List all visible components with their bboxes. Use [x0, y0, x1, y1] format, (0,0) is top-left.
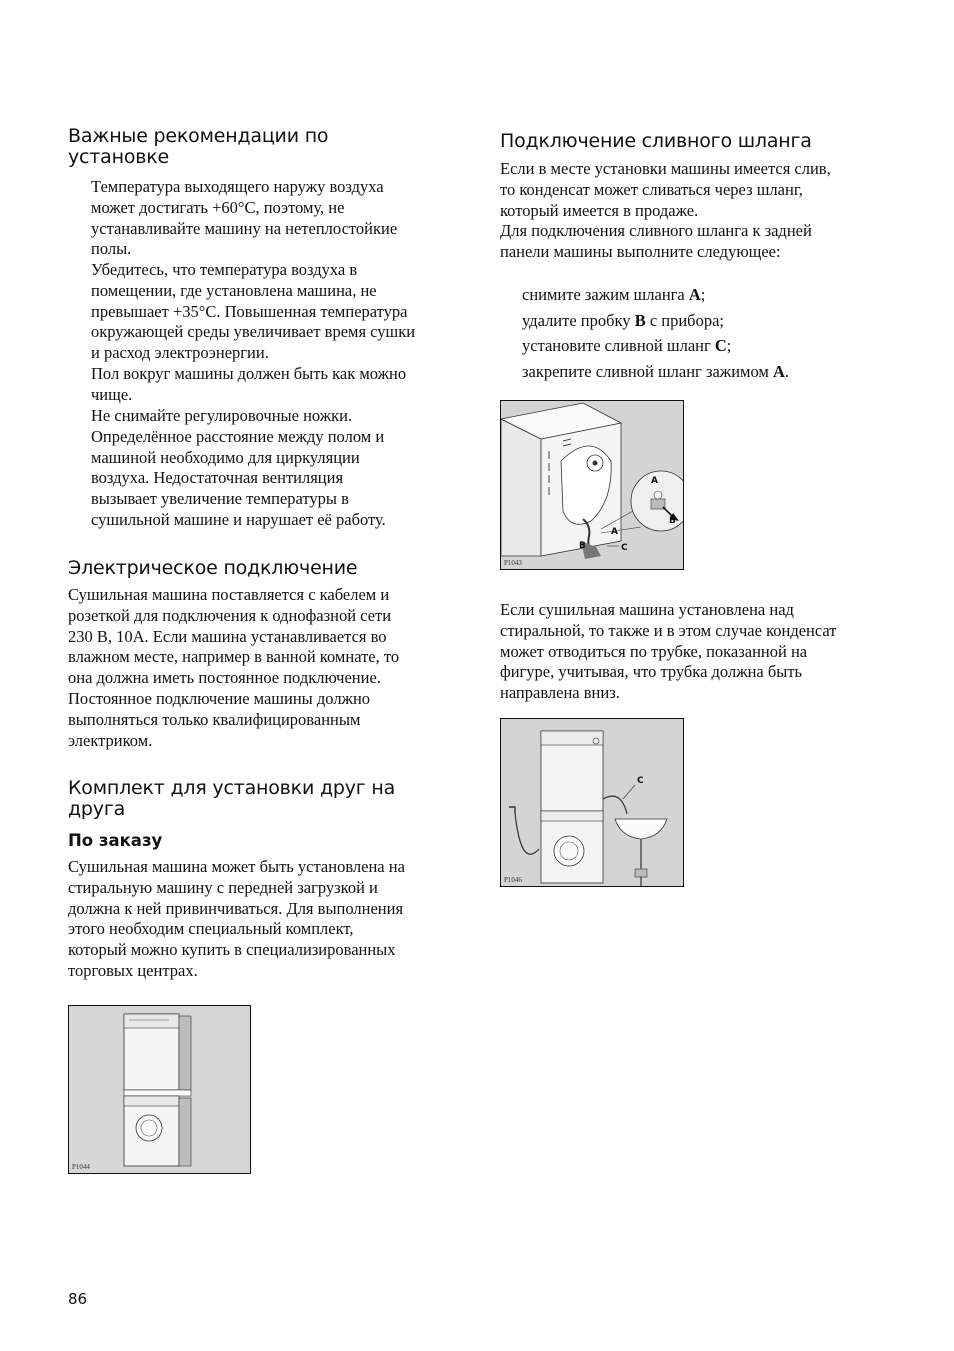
callout-b: B: [579, 541, 586, 551]
stacking-subheading: По заказу: [68, 831, 163, 850]
install-heading-line2: установке: [68, 146, 170, 168]
electrical-heading: Электрическое подключение: [68, 557, 358, 579]
text-line: панели машины выполните следующее:: [500, 242, 781, 262]
callout-c: C: [621, 543, 628, 553]
text-line: полы.: [91, 239, 132, 259]
text-line: направлена вниз.: [500, 683, 620, 703]
stacking-paragraph: [68, 857, 468, 982]
drain-step: [522, 362, 789, 388]
step-text: удалите пробку: [522, 310, 635, 330]
text-line: окружающей среды увеличивает время сушки: [91, 322, 416, 342]
figure-code: P1046: [504, 876, 522, 884]
stacking-heading: [68, 778, 395, 820]
text-line: Не снимайте регулировочные ножки.: [91, 406, 353, 425]
stacking-heading-line1: Комплект для установки друг на: [68, 777, 396, 799]
page-number: 86: [68, 1290, 88, 1308]
figure-code: P1044: [72, 1163, 90, 1171]
install-paragraph-temperature: [91, 177, 463, 260]
step-letter: B: [634, 310, 646, 330]
text-line: который имеется в продаже.: [500, 200, 699, 220]
text-line: то конденсат может сливаться через шланг,: [500, 179, 803, 199]
text-line: помещении, где установлена машина, не: [91, 280, 377, 300]
step-text: установите сливной шланг: [522, 336, 715, 356]
text-line: выполняться только квалифицированным: [68, 709, 361, 729]
drain-intro: [500, 159, 900, 263]
text-line: фигуре, учитывая, что трубка должна быть: [500, 662, 803, 682]
install-paragraph-feet: [91, 406, 463, 531]
text-line: должна к ней привинчиваться. Для выполнения: [68, 898, 404, 918]
drain-heading: Подключение сливного шланга: [500, 130, 812, 152]
text-line: торговых центрах.: [68, 960, 198, 980]
text-line: Убедитесь, что температура воздуха в: [91, 260, 358, 279]
text-line: стиральную машину с передней загрузкой и: [68, 877, 378, 897]
step-letter: A: [688, 285, 701, 304]
step-text: с прибора;: [645, 310, 724, 330]
drain-stacked-paragraph: [500, 600, 900, 704]
text-line: Температура выходящего наружу воздуха: [91, 177, 384, 196]
text-line: Пол вокруг машины должен быть как можно: [91, 364, 407, 383]
text-line: Если сушильная машина установлена над: [500, 600, 794, 619]
text-line: Определённое расстояние между полом и: [91, 426, 385, 446]
step-text: ;: [700, 285, 706, 304]
install-heading-line1: Важные рекомендации по: [68, 125, 329, 147]
text-line: стиральной, то также и в этом случае конденсат: [500, 620, 837, 640]
drain-step: [522, 311, 789, 337]
drain-hose-figure: [500, 400, 684, 570]
text-line: Если в месте установки машины имеется слив,: [500, 159, 831, 178]
text-line: и расход электроэнергии.: [91, 343, 269, 363]
text-line: устанавливайте машину на нетеплостойкие: [91, 218, 398, 238]
text-line: превышает +35°C. Повышенная температура: [91, 301, 408, 321]
callout-b-zoom: B: [669, 516, 676, 526]
step-text: снимите зажим шланга: [522, 285, 689, 304]
text-line: может достигать +60°C, поэтому, не: [91, 197, 345, 217]
text-line: Постоянное подключение машины должно: [68, 688, 371, 708]
text-line: вызывает увеличение температуры в: [91, 489, 349, 509]
text-line: Для подключения сливного шланга к задней: [500, 221, 812, 241]
text-line: электриком.: [68, 730, 153, 750]
text-line: который можно купить в специализированных: [68, 940, 396, 960]
drain-step: [522, 336, 789, 362]
step-text: ;: [726, 336, 732, 356]
install-paragraph-floor: [91, 364, 463, 406]
text-line: розеткой для подключения к однофазной сети: [68, 605, 392, 625]
text-line: чище.: [91, 384, 133, 404]
stacking-figure: [68, 1005, 251, 1174]
drain-step: [522, 285, 789, 311]
drain-steps: [522, 285, 789, 387]
callout-a-zoom: A: [651, 476, 658, 486]
stacked-drain-figure: [500, 718, 684, 887]
text-line: Сушильная машина может быть установлена на: [68, 857, 405, 876]
text-line: сушильной машине и нарушает её работу.: [91, 509, 386, 529]
text-line: Сушильная машина поставляется с кабелем и: [68, 585, 390, 604]
text-line: воздуха. Недостаточная вентиляция: [91, 468, 344, 488]
electrical-paragraph: [68, 585, 468, 751]
stacking-heading-line2: друга: [68, 798, 126, 820]
install-heading: [68, 126, 328, 168]
text-line: 230 В, 10А. Если машина устанавливается во: [68, 626, 387, 646]
text-line: влажном месте, например в ванной комнате, то: [68, 647, 400, 667]
figure-code: P1043: [504, 559, 522, 567]
step-letter: A: [772, 361, 785, 381]
callout-c: C: [637, 776, 644, 786]
step-text: закрепите сливной шланг зажимом: [522, 361, 773, 381]
install-paragraph-room: [91, 260, 463, 364]
text-line: машиной необходимо для циркуляции: [91, 447, 360, 467]
text-line: этого необходим специальный комплект,: [68, 919, 354, 939]
step-letter: C: [714, 336, 727, 356]
text-line: может отводиться по трубке, показанной на: [500, 641, 808, 661]
step-text: .: [784, 361, 790, 381]
text-line: она должна иметь постоянное подключение.: [68, 668, 381, 688]
callout-a: A: [611, 527, 618, 537]
